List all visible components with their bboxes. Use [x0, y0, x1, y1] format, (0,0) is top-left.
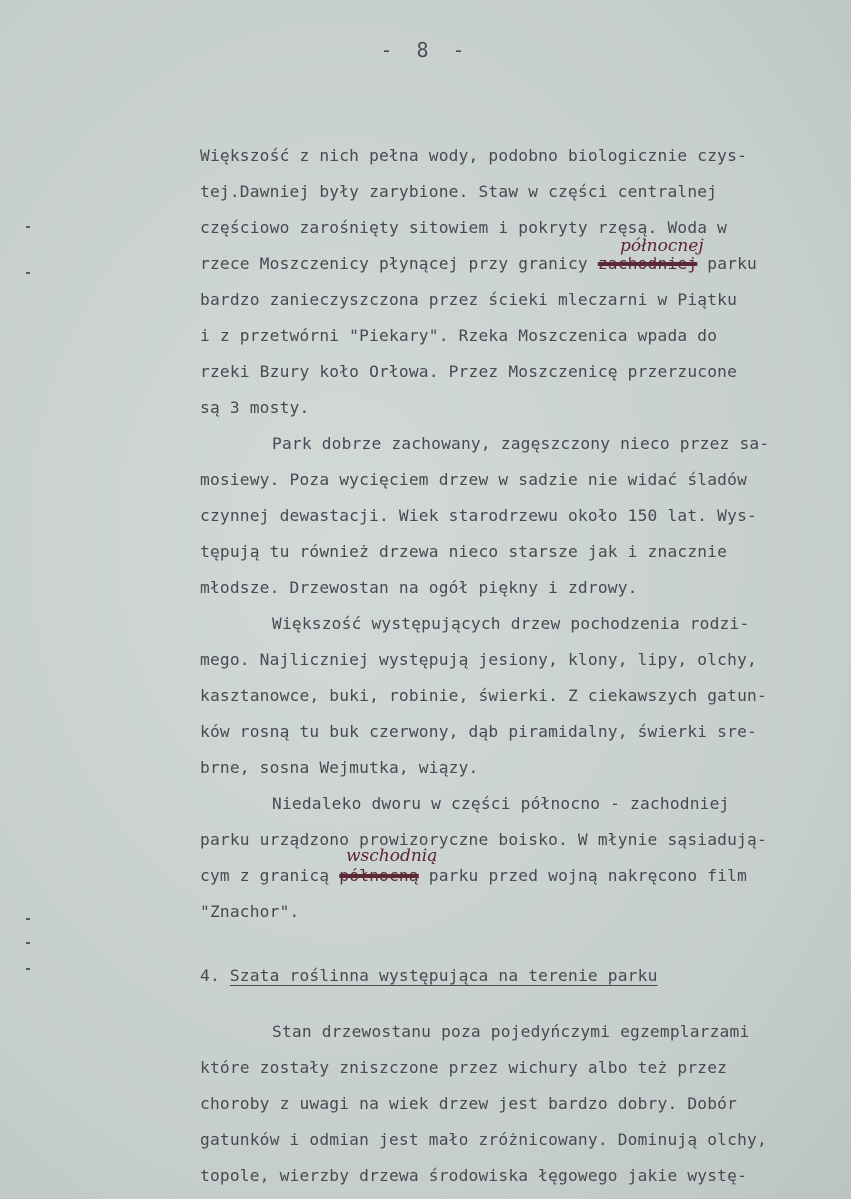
section-title: Szata roślinna występująca na terenie parku [229, 966, 658, 985]
handwritten-correction: wschodnią [346, 846, 438, 866]
text-line: częściowo zarośnięty sitowiem i pokryty rzęsą. Woda w [200, 218, 728, 237]
text-line: rzeki Bzury koło Orłowa. Przez Moszczenicę przerzucone [200, 362, 738, 381]
text-line: Stan drzewostanu poza pojedyńczymi egzemplarzami [272, 1022, 750, 1041]
text-line: bardzo zanieczyszczona przez ścieki mleczarni w Piątku [200, 290, 738, 309]
text-line: tej.Dawniej były zarybione. Staw w części centralnej [200, 182, 718, 201]
text-line: tępują tu również drzewa nieco starsze jak i znacznie [200, 542, 728, 561]
text-line: brne, sosna Wejmutka, wiązy. [200, 758, 479, 777]
text-line: Większość występujących drzew pochodzenia rodzi- [272, 614, 750, 633]
text-line: choroby z uwagi na wiek drzew jest bardzo dobry. Dobór [200, 1094, 738, 1113]
punch-mark [26, 226, 30, 228]
text-line: młodsze. Drzewostan na ogół piękny i zdrowy. [200, 578, 638, 597]
text-line: parku urządzono prowizoryczne boisko. W młynie sąsiadują- [200, 830, 767, 849]
text-line: ków rosną tu buk czerwony, dąb piramidalny, świerki sre- [200, 722, 757, 741]
text-segment: parku [697, 254, 757, 273]
text-line [200, 866, 747, 885]
handwritten-correction: północnej [620, 236, 704, 256]
text-line: Park dobrze zachowany, zagęszczony nieco przez sa- [272, 434, 770, 453]
text-line: i z przetwórni "Piekary". Rzeka Moszczenica wpada do [200, 326, 718, 345]
text-line: kasztanowce, buki, robinie, świerki. Z ciekawszych gatun- [200, 686, 767, 705]
text-line: gatunków i odmian jest mało zróżnicowany. Dominują olchy, [200, 1130, 767, 1149]
text-line [200, 254, 757, 273]
section-heading [200, 966, 658, 985]
punch-mark [26, 272, 30, 274]
page-number: - 8 - [380, 38, 471, 62]
text-line: są 3 mosty. [200, 398, 310, 417]
text-line: mosiewy. Poza wycięciem drzew w sadzie nie widać śladów [200, 470, 748, 489]
text-segment: parku przed wojną nakręcono film [418, 866, 748, 885]
punch-mark [26, 968, 30, 970]
text-segment: cym z granicą [200, 866, 340, 885]
punch-mark [26, 918, 30, 920]
struck-word: północną [339, 866, 419, 885]
text-line: mego. Najliczniej występują jesiony, klony, lipy, olchy, [200, 650, 757, 669]
text-line: "Znachor". [200, 902, 300, 921]
text-segment: rzece Moszczenicy płynącej przy granicy [200, 254, 598, 273]
text-line: Niedaleko dworu w części północno - zachodniej [272, 794, 730, 813]
text-line: topole, wierzby drzewa środowiska łęgowego jakie wystę- [200, 1166, 748, 1185]
text-line: które zostały zniszczone przez wichury albo też przez [200, 1058, 728, 1077]
punch-mark [26, 942, 30, 944]
text-line: Większość z nich pełna wody, podobno biologicznie czys- [200, 146, 748, 165]
struck-word: zachodniej [597, 254, 698, 273]
section-number: 4. [200, 966, 230, 985]
text-line: czynnej dewastacji. Wiek starodrzewu około 150 lat. Wys- [200, 506, 757, 525]
